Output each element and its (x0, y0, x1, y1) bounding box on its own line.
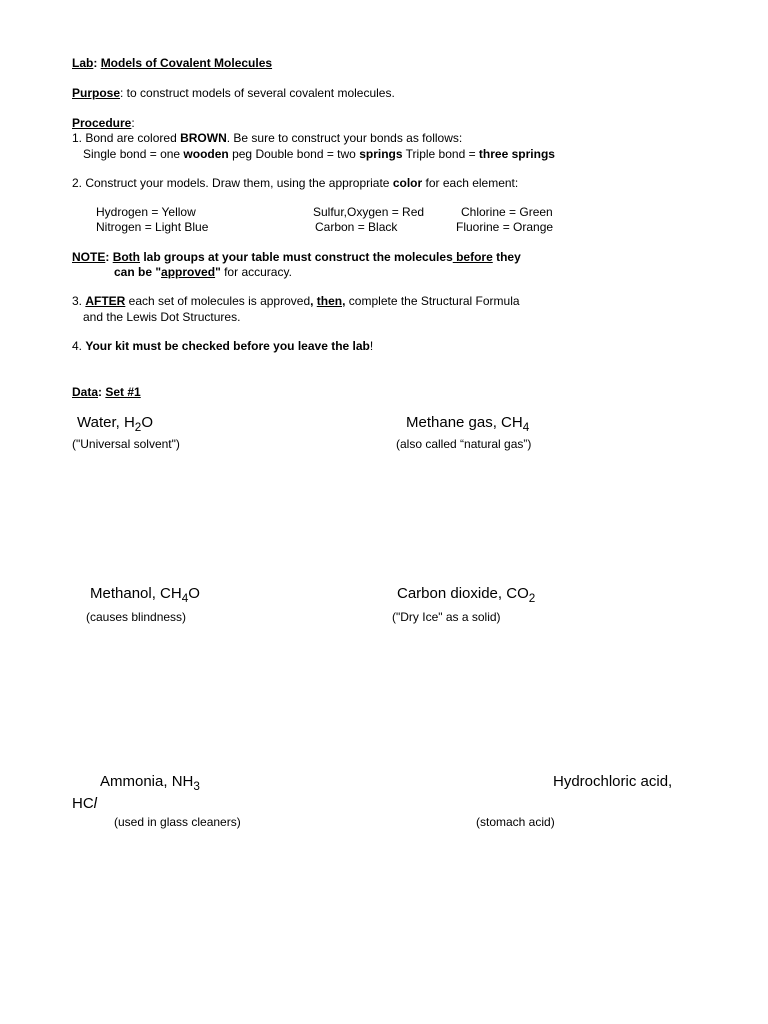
color-nitrogen: Nitrogen = Light Blue (96, 220, 209, 234)
note-text-a: lab groups at your table must construct the molecules (140, 250, 453, 264)
step1-springs: springs (359, 147, 403, 161)
water-subscript: 2 (134, 421, 142, 435)
color-carbon: Carbon = Black (315, 220, 398, 234)
step2-text-b: for each element: (422, 176, 519, 190)
hcl-name-text: HC (72, 795, 94, 812)
step1-text-c: Single bond = one (83, 147, 184, 161)
step1-text-e: Triple bond = (402, 147, 479, 161)
step2-color: color (392, 176, 423, 190)
step3-text-a: 3. (72, 294, 86, 308)
step1-line1 (72, 131, 462, 146)
molecule-methanol-name (90, 585, 200, 606)
molecule-co2-name (397, 585, 536, 606)
methanol-name-tail: O (188, 585, 200, 602)
lab-label: Lab (72, 56, 94, 70)
procedure-colon: : (131, 116, 135, 130)
methane-name-text: Methane gas, CH (406, 414, 523, 431)
note-text-e: for accuracy. (220, 265, 292, 279)
step3-line2: and the Lewis Dot Structures. (83, 310, 241, 324)
step3-after: AFTER (85, 294, 126, 308)
step4-text-c: ! (369, 339, 374, 353)
step4-bold: Your kit must be checked before you leave the lab (85, 339, 370, 353)
step1-text-a: 1. Bond are colored (72, 131, 181, 145)
purpose-line (72, 86, 395, 101)
note-both: Both (112, 250, 141, 264)
data-colon: : (98, 385, 106, 399)
step4-text-a: 4. (72, 339, 86, 353)
molecule-methanol-note: (causes blindness) (86, 610, 187, 624)
color-sulfur-oxygen: Sulfur,Oxygen = Red (313, 205, 425, 219)
ammonia-name-text: Ammonia, NH (100, 773, 194, 790)
note-text-b: they (492, 250, 521, 264)
step1-brown: BROWN (180, 131, 227, 145)
step2-line (72, 176, 518, 191)
methanol-subscript: 4 (181, 592, 189, 606)
molecule-hcl-note: (stomach acid) (476, 815, 555, 829)
note-line1 (72, 250, 521, 265)
note-label: NOTE (72, 250, 106, 264)
note-before: before (452, 250, 493, 264)
step2-text-a: 2. Construct your models. Draw them, using the appropriate (72, 176, 393, 190)
water-name-tail: O (141, 414, 153, 431)
molecule-hcl-name-wrap (72, 795, 97, 813)
step3-then: then, (316, 294, 346, 308)
step1-three-springs: three springs (478, 147, 555, 161)
molecule-methane-name (406, 414, 530, 435)
note-line2 (114, 265, 292, 280)
note-approved: approved (161, 265, 216, 279)
color-hydrogen: Hydrogen = Yellow (96, 205, 196, 219)
co2-name-text: Carbon dioxide, CO (397, 585, 529, 602)
note-text-d: " (215, 265, 221, 279)
note-text-c: can be " (114, 265, 162, 279)
lab-title-line (72, 56, 272, 71)
data-heading (72, 385, 141, 400)
step1-text-d: peg Double bond = two (228, 147, 360, 161)
purpose-text: : to construct models of several covalent molecules. (120, 86, 395, 100)
water-name-text: Water, H (77, 414, 135, 431)
molecule-water-note: ("Universal solvent") (72, 437, 180, 451)
note-colon: : (105, 250, 113, 264)
molecule-co2-note: ("Dry Ice" as a solid) (392, 610, 501, 624)
purpose-label: Purpose (72, 86, 121, 100)
molecule-hcl-name: Hydrochloric acid, (553, 773, 673, 790)
molecule-ammonia-note: (used in glass cleaners) (114, 815, 241, 829)
step3-line1 (72, 294, 520, 309)
lab-sep: : (93, 56, 101, 70)
step3-text-b: each set of molecules is approved (125, 294, 311, 308)
step1-text-b: . Be sure to construct your bonds as follows: (226, 131, 463, 145)
data-set: Set #1 (105, 385, 141, 399)
color-fluorine: Fluorine = Orange (456, 220, 554, 234)
methanol-name-text: Methanol, CH (90, 585, 182, 602)
molecule-ammonia-name (100, 773, 200, 794)
hcl-italic-l: l (93, 795, 98, 812)
molecule-water-name (77, 414, 153, 435)
molecule-methane-note: (also called “natural gas”) (396, 437, 532, 451)
color-chlorine: Chlorine = Green (461, 205, 553, 219)
ammonia-subscript: 3 (193, 780, 200, 794)
step1-wooden: wooden (183, 147, 229, 161)
procedure-label: Procedure (72, 116, 132, 130)
step3-text-c: complete the Structural Formula (345, 294, 520, 308)
co2-subscript: 2 (528, 592, 536, 606)
lab-title: Models of Covalent Molecules (100, 56, 273, 70)
methane-subscript: 4 (522, 421, 530, 435)
data-label: Data (72, 385, 99, 399)
step4-line (72, 339, 373, 354)
step1-line2 (83, 147, 555, 162)
step3-comma: , (310, 294, 317, 308)
procedure-heading (72, 116, 135, 131)
